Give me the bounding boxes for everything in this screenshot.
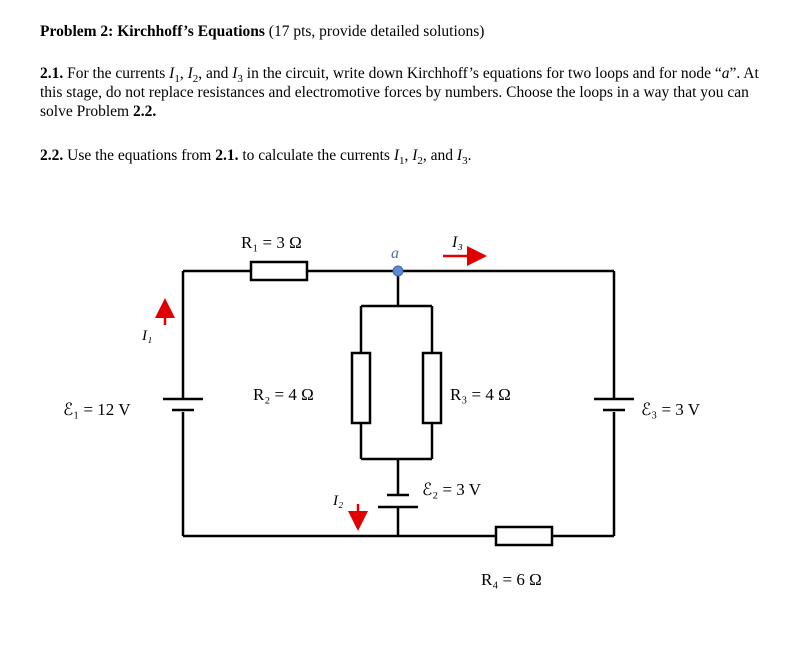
label-r4: R₄ = 6 Ω (481, 570, 542, 589)
part-2-1-number: 2.1. (40, 65, 64, 82)
part-2-1-ref-problem: 2.2. (133, 103, 157, 120)
part-2-1-text-c: ”. At this stage, do not replace resistances and electromotive forces by numbers. Choose the loops in a way that you can solve Problem (40, 65, 759, 120)
part-2-2-current-2-sub: 2 (417, 155, 423, 168)
battery-e2 (378, 495, 418, 507)
part-2-1-current-2-sub: 2 (192, 73, 199, 86)
part-2-1-sep-2: , and (198, 65, 233, 82)
part-2-1-sep-1: , (179, 65, 188, 82)
part-2-2-sep-2: , and (422, 147, 457, 164)
battery-e1 (163, 399, 203, 410)
node-a-dot (393, 266, 403, 276)
part-2-2-sep-1: , (404, 147, 413, 164)
part-2-1-current-3-sub: 3 (237, 73, 243, 86)
label-e2: ℰ₂ = 3 V (422, 480, 482, 499)
label-r1: R₁ = 3 Ω (241, 233, 302, 252)
part-2-2-current-1-sub: 1 (398, 155, 405, 168)
part-2-1-current-1-sub: 1 (174, 73, 180, 86)
problem-heading: Problem 2: Kirchhoff’s Equations (40, 23, 265, 40)
part-2-1-node-name: a (721, 65, 730, 82)
resistor-r2 (352, 353, 370, 423)
label-i3: I₃ (452, 234, 463, 251)
part-2-2-text-a: Use the equations from (63, 147, 216, 164)
part-2-2-current-1: I (393, 147, 399, 164)
label-r3: R₃ = 4 Ω (450, 385, 511, 404)
part-2-1-text-a: For the currents (67, 65, 170, 82)
label-i2: I₂ (333, 493, 344, 509)
part-2-1-text-b: in the circuit, write down Kirchhoff’s equations for two loops and for node “ (242, 65, 722, 82)
resistor-r3 (423, 353, 441, 423)
resistor-r1 (251, 262, 307, 280)
part-2-1-current-1: I (169, 65, 175, 82)
label-i1: I₁ (142, 328, 153, 344)
label-r2: R₂ = 4 Ω (253, 385, 314, 404)
label-e3: ℰ₃ = 3 V (641, 400, 701, 419)
part-2-2-text-b: to calculate the currents (238, 147, 394, 164)
resistor-r4 (496, 527, 552, 545)
part-2-1-current-2: I (187, 65, 193, 82)
part-2-2-current-3: I (456, 147, 463, 164)
label-node-a: a (391, 245, 399, 262)
part-2-2-text-c: . (467, 147, 472, 164)
part-2-2-current-3-sub: 3 (462, 155, 468, 168)
part-2-2-current-2: I (412, 147, 418, 164)
part-2-1-current-3: I (232, 65, 238, 82)
battery-e3 (594, 399, 634, 410)
part-2-2-number: 2.2. (40, 147, 64, 164)
label-e1: ℰ₁ = 12 V (63, 400, 131, 419)
problem-points-note: (17 pts, provide detailed solutions) (268, 23, 485, 40)
part-2-2-ref-part: 2.1. (215, 147, 239, 164)
